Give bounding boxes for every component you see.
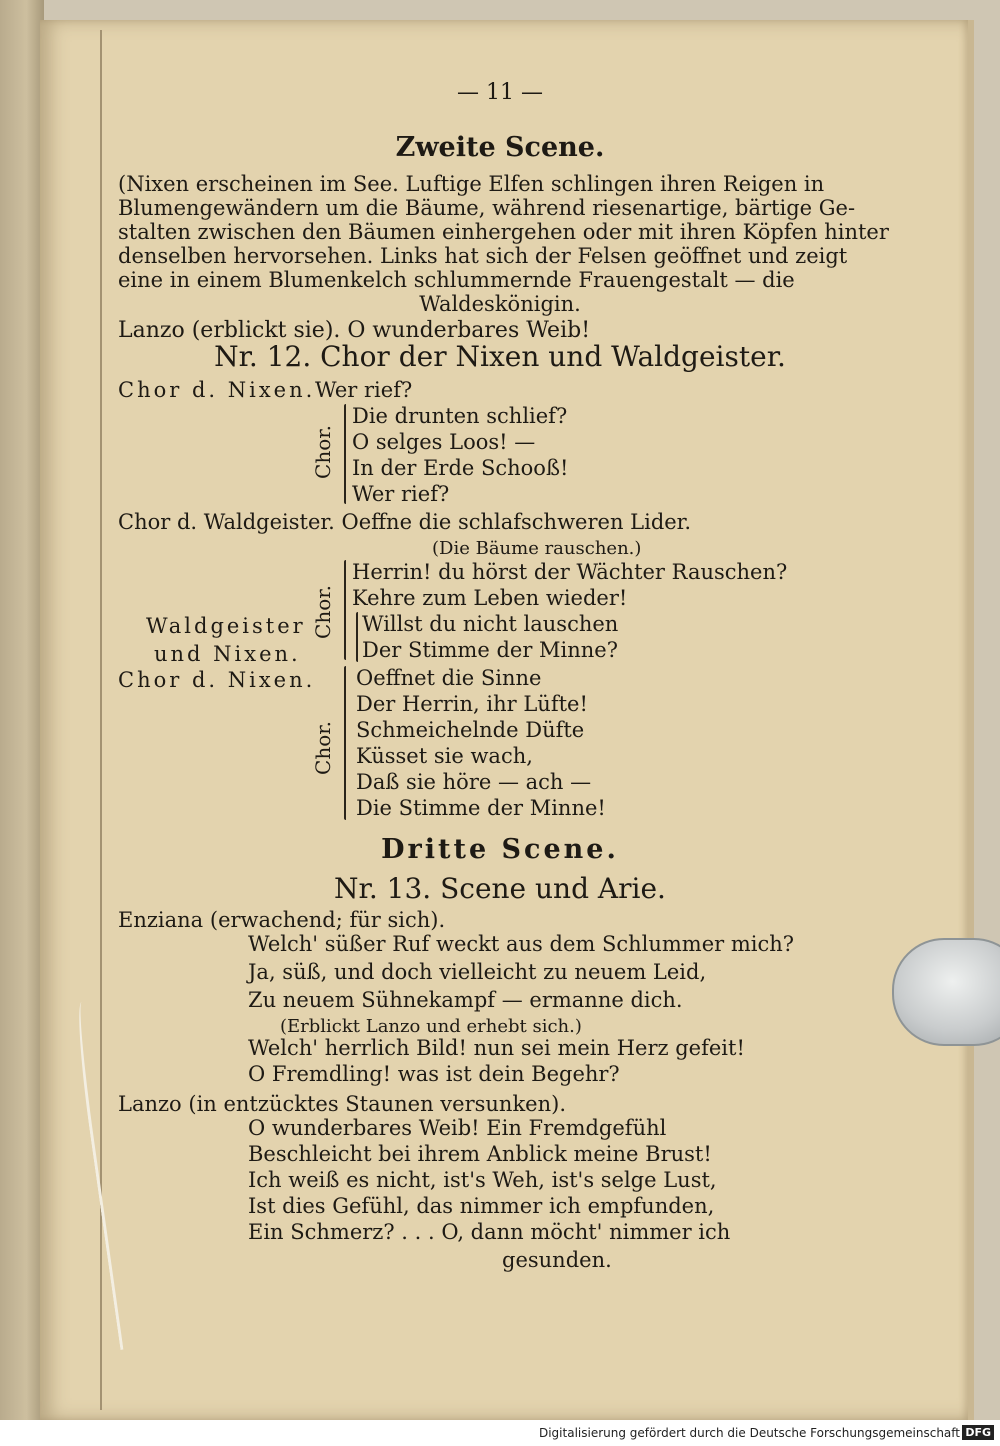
chor-line: Wer rief? [352,482,450,506]
chor-line: Der Herrin, ihr Lüfte! [356,692,588,716]
chor-waldgeister-line: Chor d. Waldgeister. Oeffne die schlafschweren Lider. [118,510,692,534]
verse-line: Zu neuem Sühnekampf — ermanne dich. [248,988,683,1012]
scene2-title: Zweite Scene. [395,132,605,163]
scene2-direction-line: (Nixen erscheinen im See. Luftige Elfen schlingen ihren Reigen in [118,172,825,196]
chor-line: Daß sie höre — ach — [356,770,592,794]
chor-line: Herrin! du hörst der Wächter Rauschen? [352,560,788,584]
lanzo-line: Lanzo (erblickt sie). O wunderbares Weib! [118,318,591,343]
chor-line: In der Erde Schooß! [352,456,569,480]
scene2-direction-line: stalten zwischen den Bäumen einhergehen oder mit ihren Köpfen hinter [118,220,889,244]
verse-line: Ja, süß, und doch vielleicht zu neuem Leid, [248,960,707,984]
metal-clip [892,938,1000,1046]
scene2-direction-line: Waldeskönigin. [419,292,581,316]
chor-line: Die drunten schlief? [352,404,568,428]
chor-line: Küsset sie wach, [356,744,533,768]
chor-line: Willst du nicht lauschen [362,612,619,636]
brace [344,404,346,504]
dfg-logo: DFG [962,1425,994,1440]
chor-vertical-label: Chor. [310,425,335,479]
chor-line: Oeffnet die Sinne [356,666,542,690]
chor-line: O selges Loos! — [352,430,536,454]
verse-line: Ein Schmerz? . . . O, dann möcht' nimmer ich [248,1220,731,1244]
verse-line: Beschleicht bei ihrem Anblick meine Brust! [248,1142,712,1166]
enziana-label: Enziana (erwachend; für sich). [118,908,446,932]
lanzo-label: Lanzo (in entzücktes Staunen versunken). [118,1092,566,1116]
scene2-direction-line: Blumengewändern um die Bäume, während riesenartige, bärtige Ge- [118,196,856,220]
chor-line: Die Stimme der Minne! [356,796,606,820]
chor-nixen-label: Chor d. Nixen. [118,668,316,692]
nr13-heading: Nr. 13. Scene und Arie. [334,872,666,905]
footer-text: Digitalisierung gefördert durch die Deutsche Forschungsgemeinschaft [538,1426,960,1440]
verse-line: Welch' herrlich Bild! nun sei mein Herz gefeit! [248,1036,745,1060]
verse-line: O Fremdling! was ist dein Begehr? [248,1062,620,1086]
stage-direction: (Die Bäume rauschen.) [432,538,642,559]
verse-line: O wunderbares Weib! Ein Fremdgefühl [248,1116,667,1140]
digitization-footer [0,1420,1000,1446]
scene3-title: Dritte Scene. [381,834,619,865]
waldgeister-label: und Nixen. [154,642,301,666]
verse-line: Welch' süßer Ruf weckt aus dem Schlummer mich? [248,932,795,956]
brace [356,612,358,662]
scene2-direction-line: eine in einem Blumenkelch schlummernde Frauengestalt — die [118,268,795,292]
verse-line: gesunden. [502,1248,612,1272]
left-page-edge [0,0,44,1446]
page-number: — 11 — [457,80,543,105]
scene2-direction-line: denselben hervorsehen. Links hat sich der Felsen geöffnet und zeigt [118,244,848,268]
stage-direction: (Erblickt Lanzo und erhebt sich.) [280,1016,582,1037]
verse-line: Ich weiß es nicht, ist's Weh, ist's selge Lust, [248,1168,717,1192]
chor-vertical-label: Chor. [310,585,335,639]
chor-line: Kehre zum Leben wieder! [352,586,628,610]
chor-vertical-label: Chor. [310,721,335,775]
chor-line: Der Stimme der Minne? [362,638,618,662]
brace [344,560,346,660]
chor-line: Schmeichelnde Düfte [356,718,585,742]
verse-line: Ist dies Gefühl, das nimmer ich empfunden, [248,1194,715,1218]
brace [344,666,346,820]
chor-nixen-label: Chor d. Nixen. [118,378,316,402]
waldgeister-label: Waldgeister [146,614,306,638]
nr12-heading: Nr. 12. Chor der Nixen und Waldgeister. [214,340,786,373]
chor-line: Wer rief? [315,378,413,402]
